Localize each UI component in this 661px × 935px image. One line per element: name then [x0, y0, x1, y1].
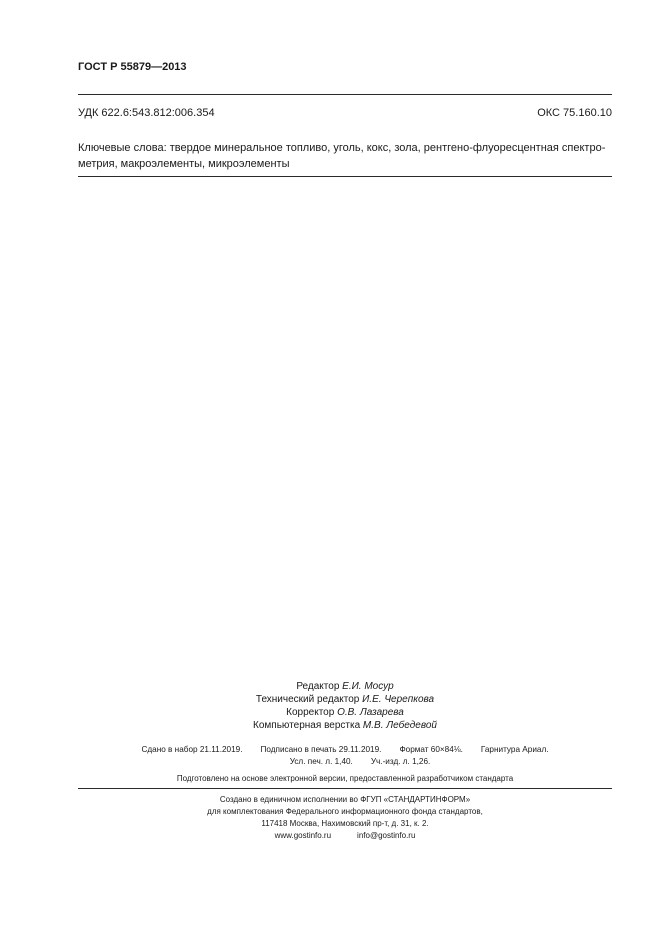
publisher-line-2: для комплектования Федерального информационного фонда стандартов,	[207, 807, 483, 816]
publisher-divider	[78, 788, 612, 789]
corrector-name: О.В. Лазарева	[337, 707, 404, 718]
corrector-line	[78, 706, 612, 719]
editor-role: Редактор	[296, 681, 340, 692]
publisher-block	[78, 794, 612, 842]
oks-code: ОКС 75.160.10	[537, 107, 612, 119]
prepared-note: Подготовлено на основе электронной версии, предоставленной разработчиком стандарта	[176, 774, 514, 783]
signed-date: Подписано в печать 29.11.2019.	[260, 745, 382, 754]
imprint-block	[78, 744, 612, 768]
editor-line	[78, 680, 612, 693]
layout-name: М.В. Лебедевой	[362, 720, 437, 731]
layout-line	[78, 719, 612, 732]
imprint-row-2	[108, 756, 612, 768]
print-format: Формат 60×84⅛.	[399, 745, 463, 754]
tech-editor-line	[78, 693, 612, 706]
corrector-role: Корректор	[286, 707, 335, 718]
imprint-row-1	[78, 744, 612, 756]
layout-role: Компьютерная верстка	[253, 720, 361, 731]
submitted-date: Сдано в набор 21.11.2019.	[141, 745, 243, 754]
udk-code: УДК 622.6:543.812:006.354	[78, 107, 215, 119]
website-link[interactable]: www.gostinfo.ru	[274, 831, 332, 840]
keywords-line-2: метрия, макроэлементы, микроэлементы	[78, 158, 290, 170]
publisher-contacts	[78, 830, 612, 842]
email-link[interactable]: info@gostinfo.ru	[357, 831, 416, 840]
top-divider	[78, 94, 612, 95]
print-sheets: Усл. печ. л. 1,40.	[289, 757, 353, 766]
tech-editor-role: Технический редактор	[255, 694, 360, 705]
keywords-line-1: Ключевые слова: твердое минеральное топливо, уголь, кокс, зола, рентгено-флуоресцентная спектро-	[78, 142, 606, 154]
tech-editor-name: И.Е. Черепкова	[362, 694, 435, 705]
editor-name: Е.И. Мосур	[342, 681, 394, 692]
document-id: ГОСТ Р 55879—2013	[78, 61, 187, 73]
pub-sheets: Уч.-изд. л. 1,26.	[370, 757, 431, 766]
publisher-line-1: Создано в единичном исполнении во ФГУП «СТАНДАРТИНФОРМ»	[219, 795, 471, 804]
staff-credits	[78, 680, 612, 732]
keywords-divider	[78, 176, 612, 177]
publisher-address: 117418 Москва, Нахимовский пр-т, д. 31, к. 2.	[261, 819, 429, 828]
keywords-block	[78, 140, 612, 172]
typeface: Гарнитура Ариал.	[480, 745, 549, 754]
